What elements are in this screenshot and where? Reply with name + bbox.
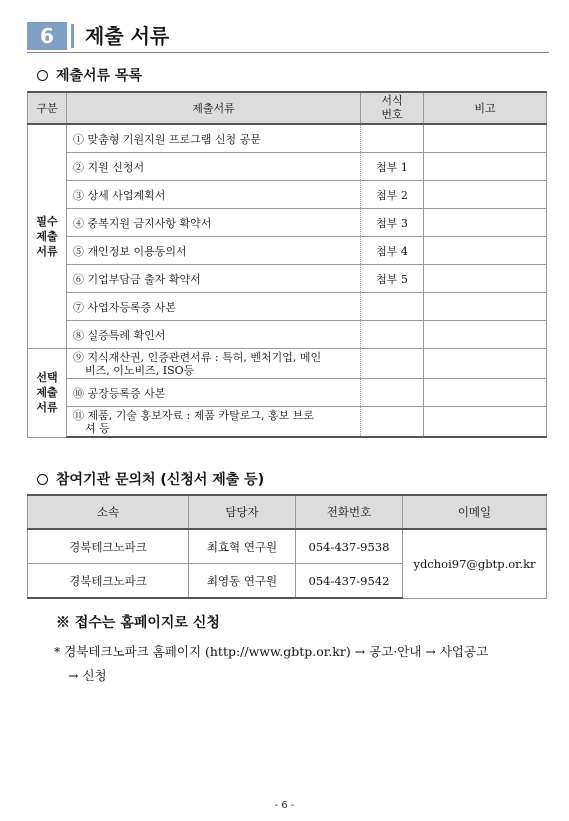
header-form-no bbox=[361, 92, 424, 124]
table-header-row bbox=[28, 92, 547, 124]
person-cell: 최효혁 연구원 bbox=[189, 529, 296, 564]
doc-item-l2: 셔 등 bbox=[85, 421, 110, 435]
header-person: 담당자 bbox=[189, 495, 296, 529]
form-number: 첨부 2 bbox=[361, 181, 424, 209]
contact-heading bbox=[37, 469, 264, 489]
table-row bbox=[28, 124, 547, 153]
form-number: 첨부 5 bbox=[361, 265, 424, 293]
remark-cell bbox=[424, 153, 547, 181]
documents-table bbox=[27, 91, 547, 438]
form-number bbox=[361, 379, 424, 407]
header-form-no-l2: 번호 bbox=[381, 108, 403, 121]
remark-cell bbox=[424, 124, 547, 153]
phone-cell: 054-437-9538 bbox=[296, 529, 403, 564]
doc-item: ⑩ 공장등록증 사본 bbox=[67, 379, 361, 407]
table-row bbox=[28, 321, 547, 349]
group-l1: 선택 bbox=[36, 371, 58, 385]
group-l2: 제출 bbox=[36, 230, 58, 243]
header-org: 소속 bbox=[28, 495, 189, 529]
section-divider bbox=[71, 24, 74, 48]
table-row bbox=[28, 407, 547, 438]
remark-cell bbox=[424, 379, 547, 407]
form-number: 첨부 1 bbox=[361, 153, 424, 181]
header-category: 구분 bbox=[28, 92, 67, 124]
remark-cell bbox=[424, 321, 547, 349]
form-number bbox=[361, 124, 424, 153]
doc-item bbox=[67, 349, 361, 379]
header-email: 이메일 bbox=[403, 495, 547, 529]
email-cell: ydchoi97@gbtp.or.kr bbox=[403, 529, 547, 598]
table-row bbox=[28, 529, 547, 564]
remark-cell bbox=[424, 237, 547, 265]
doc-item: ⑧ 실증특례 확인서 bbox=[67, 321, 361, 349]
contact-table bbox=[27, 494, 547, 599]
form-number bbox=[361, 349, 424, 379]
org-cell: 경북테크노파크 bbox=[28, 564, 189, 599]
doc-item bbox=[67, 407, 361, 438]
form-number: 첨부 4 bbox=[361, 237, 424, 265]
required-group-label bbox=[28, 124, 67, 349]
table-row bbox=[28, 209, 547, 237]
remark-cell bbox=[424, 293, 547, 321]
doc-item: ③ 상세 사업계획서 bbox=[67, 181, 361, 209]
org-cell: 경북테크노파크 bbox=[28, 529, 189, 564]
group-l2: 제출 bbox=[36, 386, 58, 400]
form-number bbox=[361, 293, 424, 321]
group-l3: 서류 bbox=[36, 401, 58, 415]
table-row bbox=[28, 293, 547, 321]
header-phone: 전화번호 bbox=[296, 495, 403, 529]
doc-item-l2: 비즈, 이노비즈, ISO등 bbox=[85, 363, 195, 377]
doc-item-l1: ⑨ 지식재산권, 인증관련서류 : 특허, 벤처기업, 메인 bbox=[73, 350, 322, 364]
section-number: 6 bbox=[27, 22, 67, 50]
header-remarks: 비고 bbox=[424, 92, 547, 124]
table-row bbox=[28, 349, 547, 379]
docs-heading bbox=[37, 65, 142, 85]
page-number: - 6 - bbox=[274, 800, 295, 811]
header-form-no-l1: 서식 bbox=[381, 94, 403, 107]
doc-item: ⑤ 개인정보 이용동의서 bbox=[67, 237, 361, 265]
section-underline bbox=[27, 52, 549, 53]
table-header-row bbox=[28, 495, 547, 529]
form-number bbox=[361, 407, 424, 438]
phone-cell: 054-437-9542 bbox=[296, 564, 403, 599]
submission-notice: ※ 접수는 홈페이지로 신청 bbox=[56, 615, 220, 631]
form-number: 첨부 3 bbox=[361, 209, 424, 237]
remark-cell bbox=[424, 349, 547, 379]
table-row bbox=[28, 153, 547, 181]
doc-item-l1: ⑪ 제품, 기술 홍보자료 : 제품 카탈로그, 홍보 브로 bbox=[73, 408, 314, 422]
submission-detail bbox=[54, 640, 549, 688]
form-number bbox=[361, 321, 424, 349]
circle-bullet-icon bbox=[37, 474, 48, 485]
table-row bbox=[28, 379, 547, 407]
group-l3: 서류 bbox=[36, 245, 58, 258]
header-documents: 제출서류 bbox=[67, 92, 361, 124]
group-l1: 필수 bbox=[36, 215, 58, 228]
submission-detail-l2: → 신청 bbox=[68, 668, 107, 683]
doc-item: ④ 중복지원 금지사항 확약서 bbox=[67, 209, 361, 237]
doc-item: ⑥ 기업부담금 출자 확약서 bbox=[67, 265, 361, 293]
optional-group-label bbox=[28, 349, 67, 438]
submission-detail-l1: * 경북테크노파크 홈페이지 (http://www.gbtp.or.kr) → 공고·안내 → 사업공고 bbox=[54, 644, 489, 659]
remark-cell bbox=[424, 407, 547, 438]
doc-item: ① 맞춤형 기원지원 프로그램 신청 공문 bbox=[67, 124, 361, 153]
circle-bullet-icon bbox=[37, 70, 48, 81]
section-header bbox=[27, 22, 549, 50]
contact-heading-text: 참여기관 문의처 (신청서 제출 등) bbox=[56, 472, 265, 488]
remark-cell bbox=[424, 181, 547, 209]
table-row bbox=[28, 181, 547, 209]
remark-cell bbox=[424, 265, 547, 293]
docs-heading-text: 제출서류 목록 bbox=[56, 68, 143, 84]
doc-item: ② 지원 신청서 bbox=[67, 153, 361, 181]
person-cell: 최영동 연구원 bbox=[189, 564, 296, 599]
doc-item: ⑦ 사업자등록증 사본 bbox=[67, 293, 361, 321]
section-title: 제출 서류 bbox=[85, 24, 170, 48]
remark-cell bbox=[424, 209, 547, 237]
table-row bbox=[28, 237, 547, 265]
table-row bbox=[28, 265, 547, 293]
